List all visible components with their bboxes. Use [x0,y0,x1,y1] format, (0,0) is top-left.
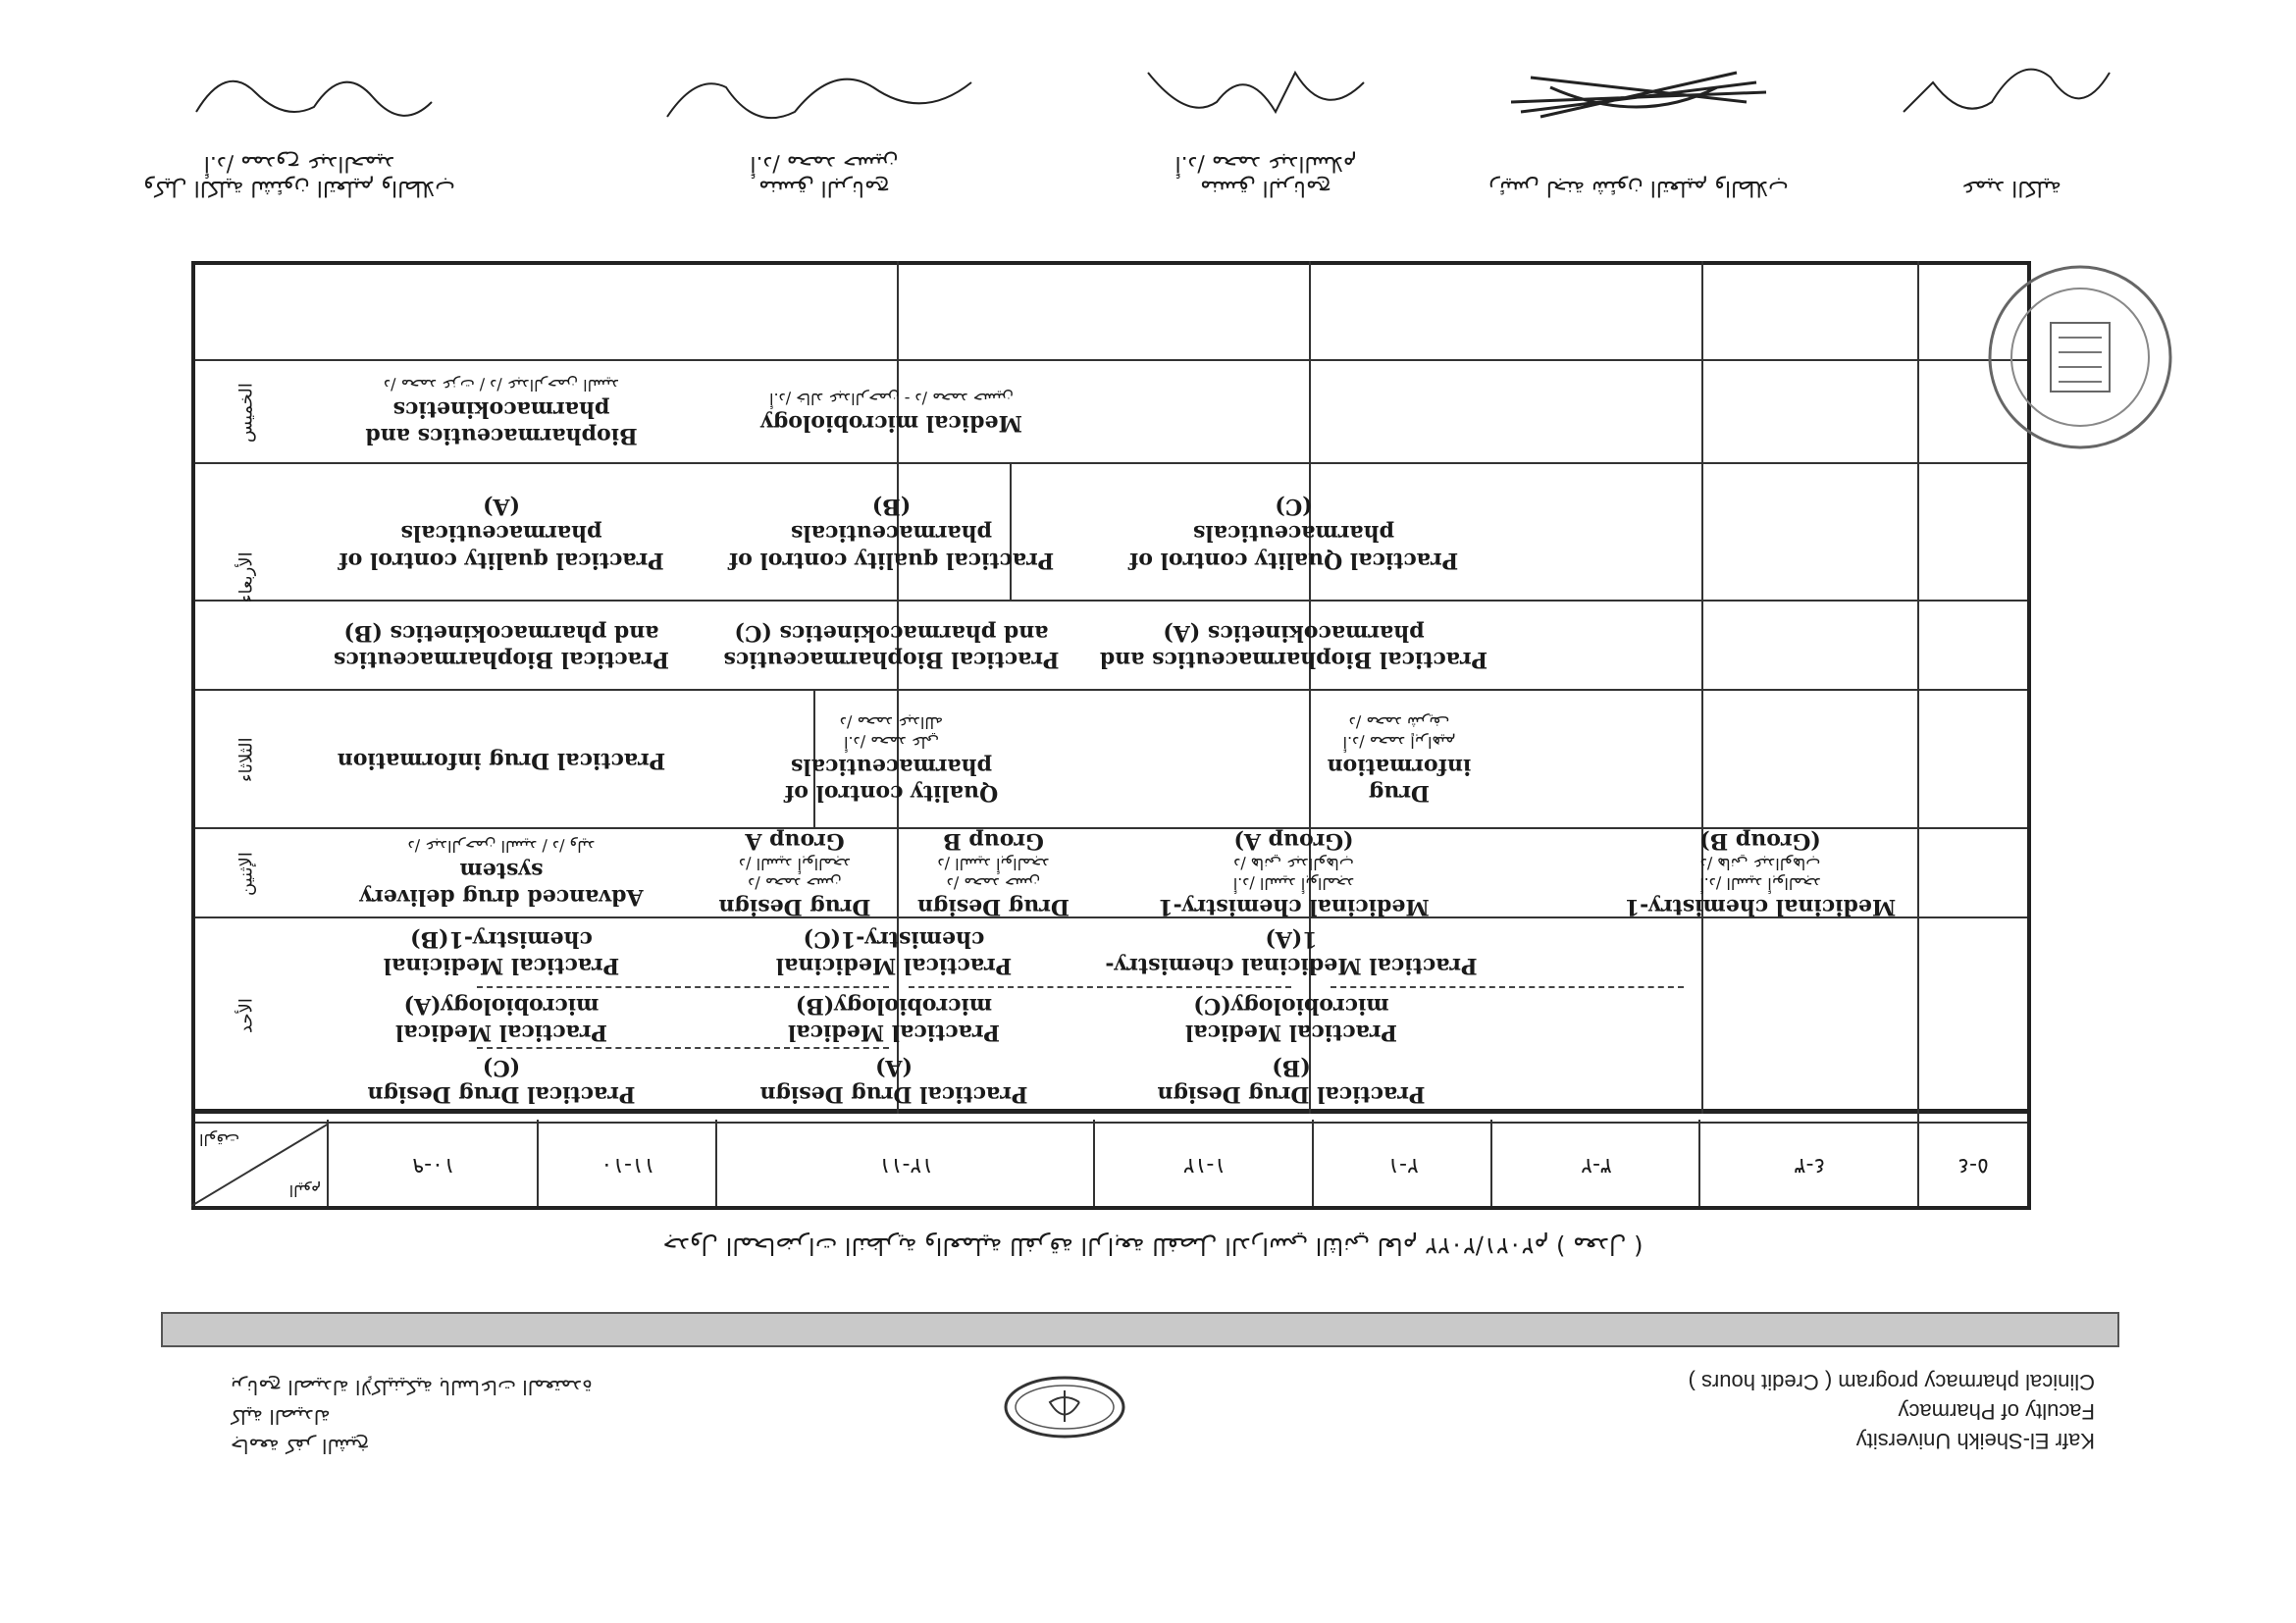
sunday-am-microbiology: Practical Medical microbiology(A) [394,993,608,1046]
thursday-am-biopharm: Biopharmaceutics and pharmacokinetics د/ محمد عزت / د/ عبدالرحمن السيد [365,376,638,449]
monday-mid-drug-design-b: Drug Design د/ محمد حسن د/ السيد أبوالمجد Group B [917,828,1070,920]
tuesday-am-drug-info: Practical Drug information [337,747,666,773]
day-monday: الإثنين [235,852,257,896]
sunday-mid-microbiology: Practical Medical microbiology(B) [787,993,1001,1046]
time-slot: ١٠-١١ [600,1152,655,1178]
day-thursday: الخميس [235,383,257,443]
day-tuesday: الثلاثاء [235,737,257,783]
corner-day-label: اليوم [288,1181,321,1200]
university-name-ar: جامعة كفر الشيخ [231,1435,370,1458]
thursday-mid-microbiology: Medical microbiology أ.د/ خالد عبدالرحمن - د/ محمد حسين [760,390,1022,436]
handwritten-signature [1501,53,1776,131]
sunday-pm-drug-design: Practical Drug Design (B) [1157,1055,1426,1108]
wednesday-pm-biopharm: Practical Biopharmaceutics and pharmacokinetics (A) [1099,620,1488,673]
handwritten-signature [1128,43,1383,131]
signature-coordinator-2: منسق البرنامج أ.د/ محمد عبدالسلام [1174,151,1357,200]
time-slot: ١١-١٢ [878,1152,934,1178]
wednesday-am-quality: Practical quality control of pharmaceuticals (A) [339,493,664,573]
time-slot: ٢-٣ [1581,1152,1612,1178]
handwritten-signature [186,73,442,141]
schedule-title: جدول المحاضرات النظرية والعملية للفرقة الرابعة للفصل الدراسي الثاني لعام ٢٠٢١/٢٠٢٢م ( معدل ) [662,1232,1644,1260]
wednesday-mid-biopharm: Practical Biopharmaceutics and pharmacokinetics (C) [723,620,1060,673]
time-slot: ٤-٥ [1957,1152,1989,1178]
tuesday-pm-drug-info: Drug information أ.د/ محمد إبراهيم د/ محمد شريف [1327,713,1472,807]
sunday-pm-microbiology: Practical Medical microbiology(C) [1184,993,1398,1046]
wednesday-am-biopharm: Practical Biopharmaceutics and pharmacokinetics (B) [333,620,670,673]
faculty-name: Faculty of Pharmacy [1898,1399,2095,1424]
day-sunday: الأحد [235,998,257,1034]
corner-time-label: الوقت [199,1130,239,1149]
sunday-mid-drug-design: Practical Drug Design (A) [759,1055,1028,1108]
time-slot: ٣-٤ [1794,1152,1826,1178]
signature-dean: عميد الكلية [1961,176,2061,200]
time-slot: ١٢-١ [1182,1152,1226,1178]
monday-late-medchem-b: Medicinal chemistry-1 أ.د/ السيد أبوالمجد د/ هاني عبدالوهاب (Group B) [1624,828,1897,920]
time-slot: ١-٢ [1387,1152,1419,1178]
wednesday-pm-quality: Practical Quality control of pharmaceuticals (C) [1128,493,1459,573]
faculty-name-ar: كلية الصيدلة [231,1405,331,1429]
university-name: Kafr El-Sheikh University [1855,1429,2095,1453]
signature-dean-affairs: وكيل الكلية لشئون التعليم والطلاب أ.د/ ممدوح عبدالحميد [143,151,455,200]
header-divider-bar [161,1312,2119,1347]
signature-coordinator-1: منسق البرنامج أ.د/ محمد حسين [750,151,899,200]
signature-committee-head: رئيس لجنة شئون التعليم والطلاب [1488,176,1789,200]
monday-pm-medchem-a: Medicinal chemistry-1 أ.د/ السيد أبوالمجد د/ هاني عبدالوهاب (Group A) [1158,828,1430,920]
official-stamp [1982,259,2178,455]
monday-am-adds: Advanced drug delivery system د/ عبدالرحمن السيد / د/ وليد [359,837,644,911]
day-wednesday: الأربعاء [235,551,257,603]
schedule-table [191,261,2031,1210]
handwritten-signature [657,53,981,141]
sunday-am-medchem: Practical Medicinal chemistry-1(B) [383,926,620,979]
tuesday-mid-quality-control: Quality control of pharmaceuticals أ.د/ محمد علي د/ محمد عبدالله [784,713,999,807]
program-name-ar: برنامج الصيدلة الإكلينيكية بالساعات المعتمدة [231,1376,593,1399]
monday-mid-drug-design-a: Drug Design د/ محمد حسن د/ السيد أبوالمجد Group A [718,828,871,920]
program-name: Clinical pharmacy program ( Credit hours ) [1688,1370,2095,1394]
sunday-mid-medchem: Practical Medicinal chemistry-1(C) [775,926,1013,979]
wednesday-mid-quality: Practical quality control of pharmaceuticals (B) [728,493,1055,573]
sunday-pm-medchem: Practical Medicinal chemistry-1(A) [1105,926,1478,979]
corner-cell [191,1124,329,1206]
time-slot: ٩-١٠ [412,1152,455,1178]
sunday-am-drug-design: Practical Drug Design (C) [367,1055,636,1108]
handwritten-signature [1894,43,2129,131]
faculty-logo [1001,1373,1128,1441]
